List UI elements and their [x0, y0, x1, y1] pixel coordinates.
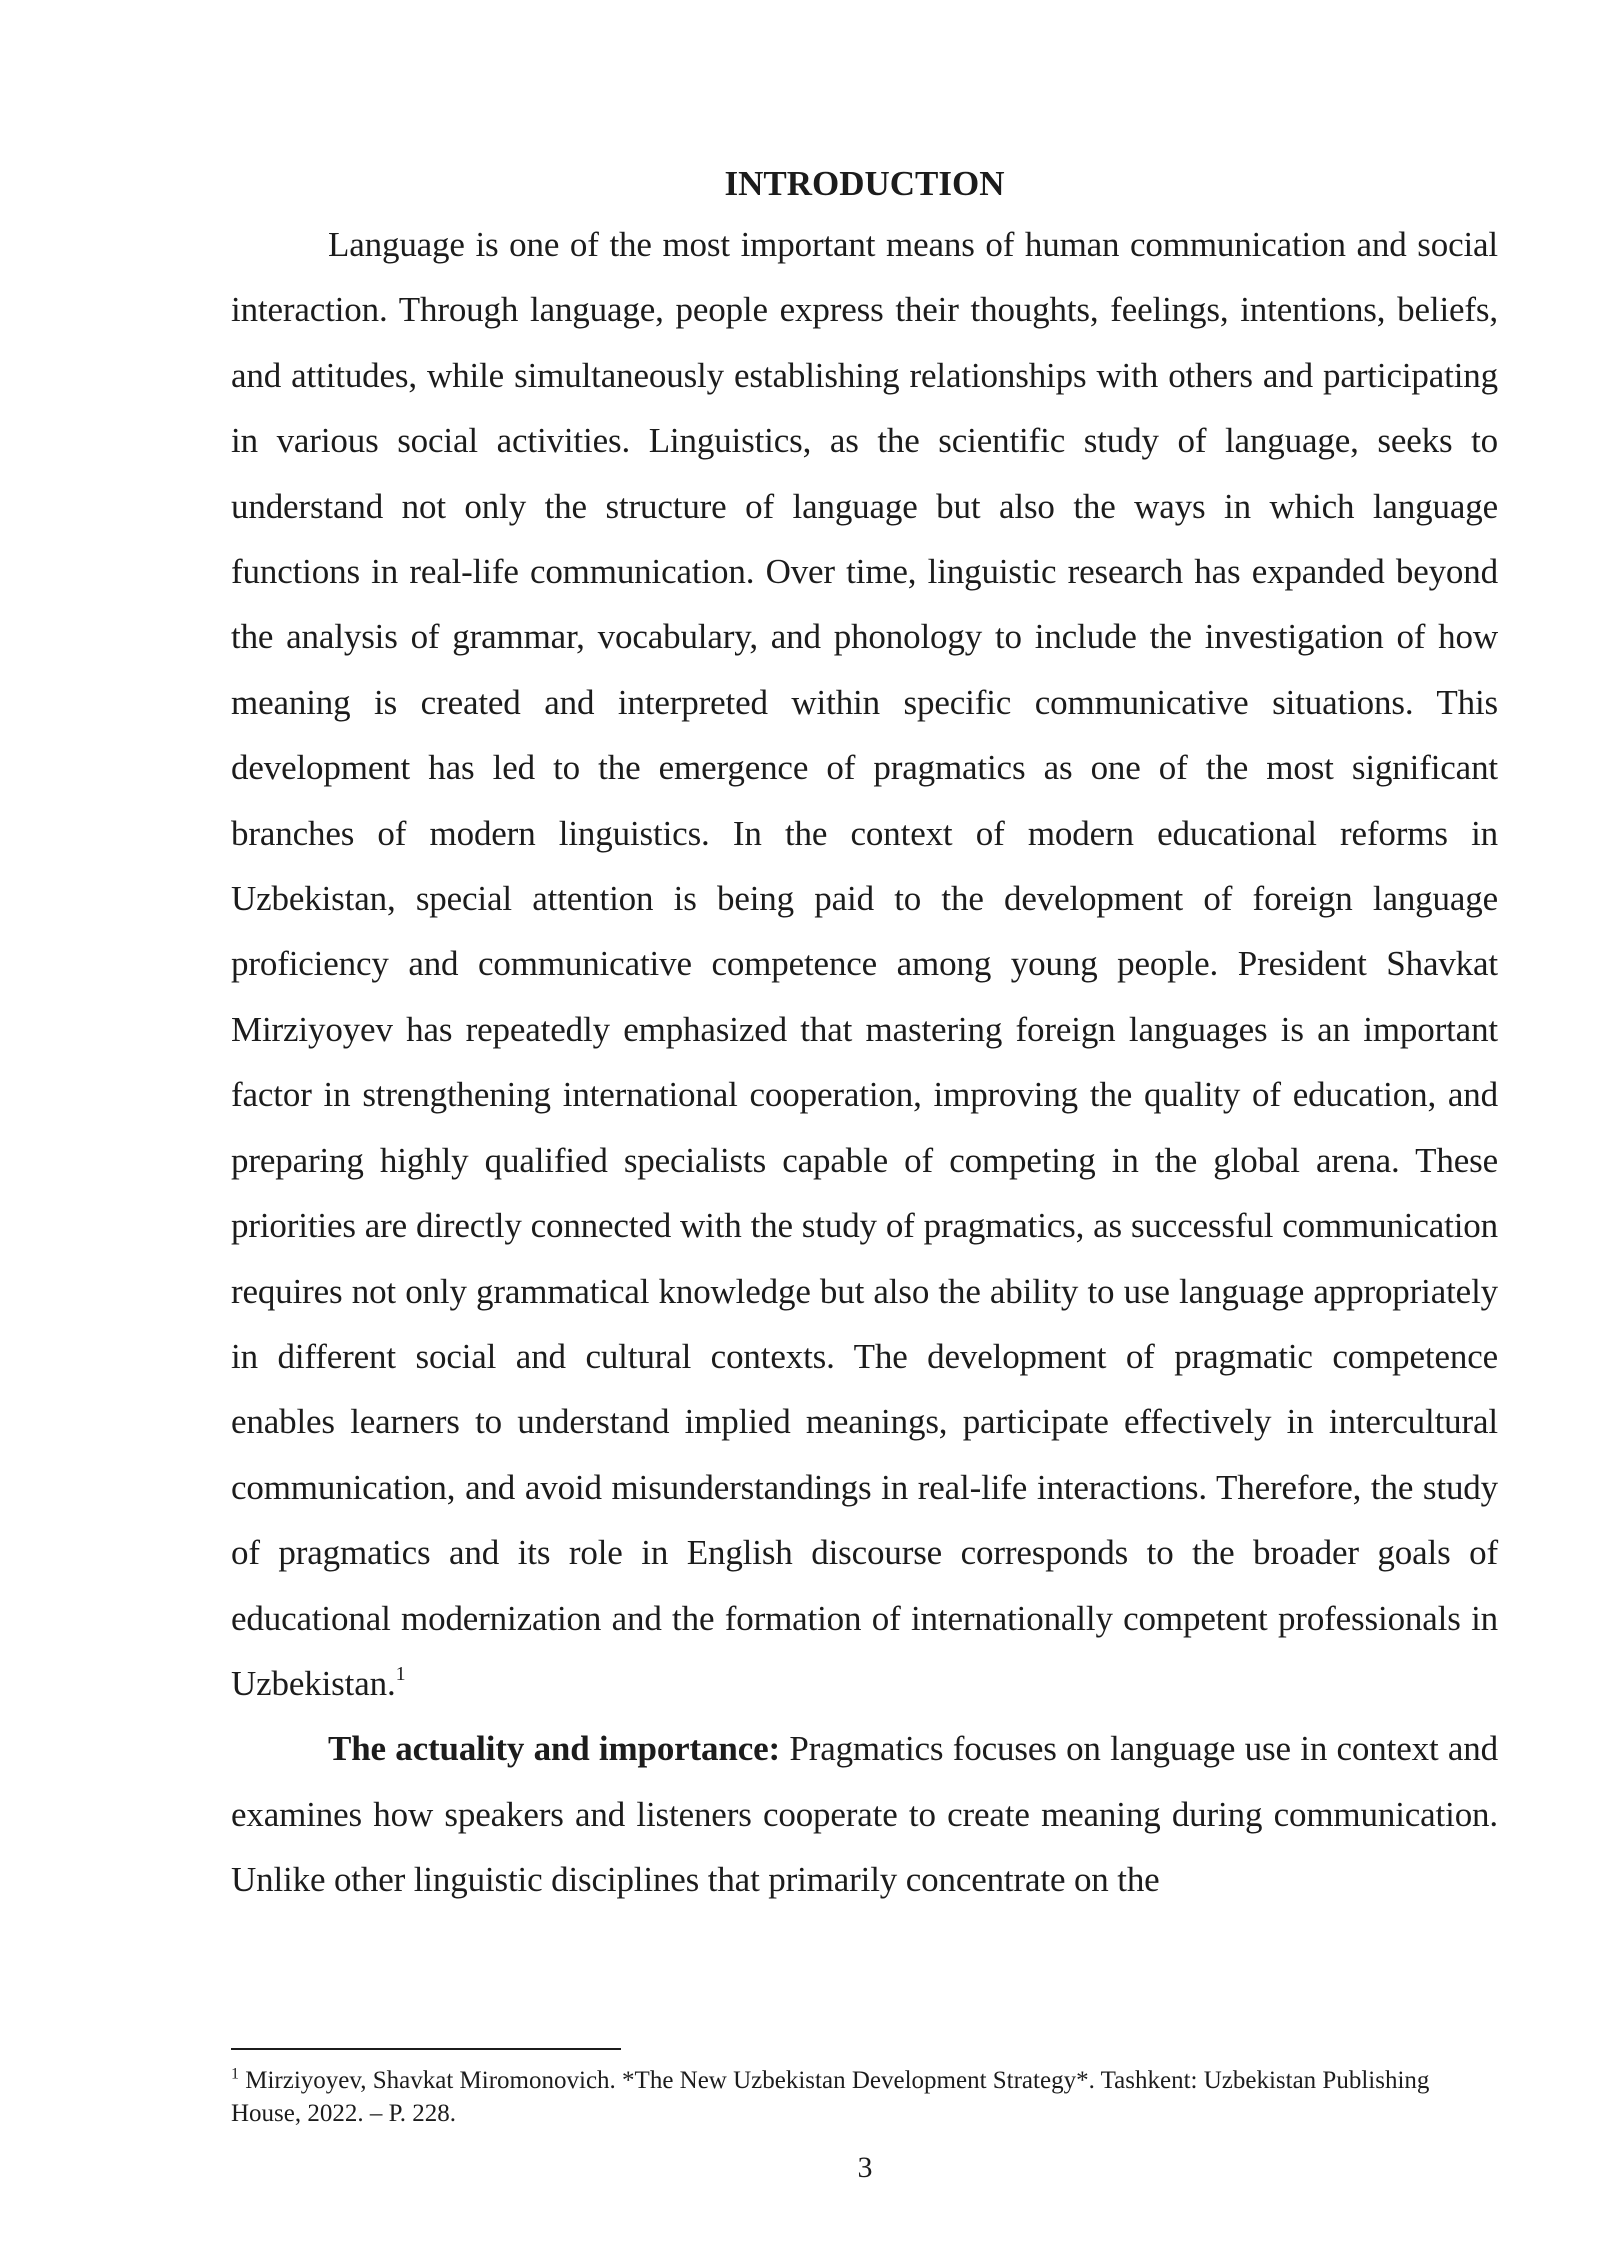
actuality-paragraph — [231, 1716, 1498, 1912]
footnote-reference: 1 — [395, 1663, 406, 1686]
page-number: 3 — [857, 2151, 873, 2184]
paragraph-lead-bold: The actuality and importance: — [328, 1729, 780, 1769]
footnote-text: Mirziyoyev, Shavkat Miromonovich. *The New Uzbekistan Development Strategy*. Tashkent: Uzbekistan Publishing House, 2022. – P. 228. — [231, 2067, 1430, 2127]
footnote — [231, 2064, 1498, 2130]
paragraph-text: Pragmatics focuses on language use in context and examines how speakers and listeners cooperate to create meaning during communication. Unlike other linguistic disciplines that primarily concentrate on the — [231, 1729, 1498, 1900]
footnote-separator — [231, 2048, 621, 2050]
paragraph-text: Language is one of the most important means of human communication and social interaction. Through language, people express their thoughts, feelings, intentions, beliefs, and attitudes, while simultaneously establishing relationships with others and participating in various social activities. Linguistics, as the scientific study of language, seeks to understand not only the structure of language but also the ways in which language functions in real-life communication. Over time, linguistic research has expanded beyond the analysis of grammar, vocabulary, and phonology to include the investigation of how meaning is created and interpreted within specific communicative situations. This development has led to the emergence of pragmatics as one of the most significant branches of modern linguistics. In the context of modern educational reforms in Uzbekistan, special attention is being paid to the development of foreign language proficiency and communicative competence among young people. President Shavkat Mirziyoyev has repeatedly emphasized that mastering foreign languages is an important factor in strengthening international cooperation, improving the quality of education, and preparing highly qualified specialists capable of competing in the global arena. These priorities are directly connected with the study of pragmatics, as successful communication requires not only grammatical knowledge but also the ability to use language appropriately in different social and cultural contexts. The development of pragmatic competence enables learners to understand implied meanings, participate effectively in intercultural communication, and avoid misunderstandings in real-life interactions. Therefore, the study of pragmatics and its role in English discourse corresponds to the broader goals of educational modernization and the formation of internationally competent professionals in Uzbekistan. — [231, 225, 1498, 1703]
section-heading: INTRODUCTION — [724, 164, 1005, 203]
footnote-marker: 1 — [231, 2065, 239, 2083]
main-text — [231, 160, 1498, 1913]
introduction-paragraph — [231, 212, 1498, 1716]
